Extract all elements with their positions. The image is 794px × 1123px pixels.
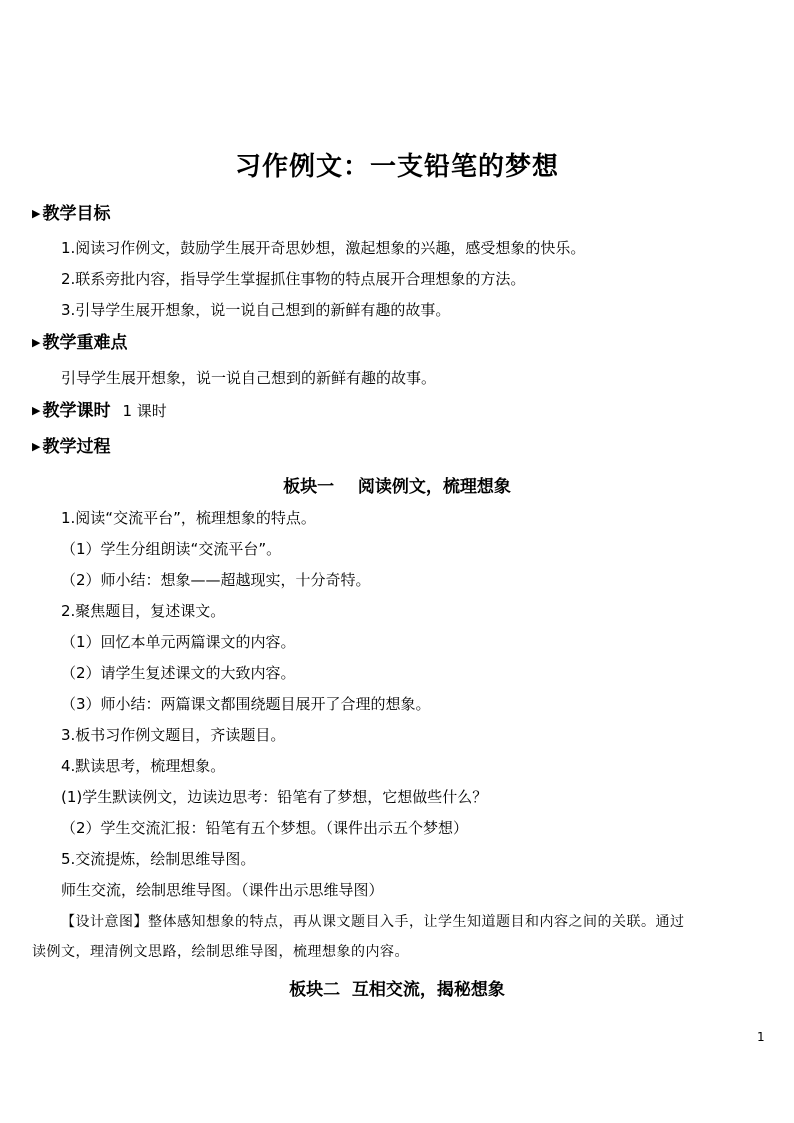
process-line: (1)学生默读例文，边读边思考：铅笔有了梦想，它想做些什么？	[61, 788, 488, 806]
process-line: 1.阅读“交流平台”，梳理想象的特点。	[61, 509, 316, 527]
block-one-title: 板块一 阅读例文，梳理想象	[283, 477, 511, 497]
triangle-bullet-icon: ▶	[32, 336, 41, 349]
process-line: 3.板书习作例文题目，齐读题目。	[61, 726, 286, 744]
design-intent-label: 【设计意图】	[61, 914, 148, 930]
process-line: 2.聚焦题目，复述课文。	[61, 602, 226, 620]
class-hours-value: 1 课时	[122, 402, 167, 420]
goal-item: 1.阅读习作例文，鼓励学生展开奇思妙想，激起想象的兴趣，感受想象的快乐。	[61, 239, 586, 257]
process-line: （1）学生分组朗读“交流平台”。	[61, 540, 282, 558]
heading-key-points: ▶ 教学重难点	[32, 333, 128, 353]
process-line: （2）师小结：想象——超越现实，十分奇特。	[61, 571, 371, 589]
heading-class-hours: ▶ 教学课时 1 课时	[32, 401, 167, 421]
key-points-text: 引导学生展开想象，说一说自己想到的新鲜有趣的故事。	[61, 369, 437, 387]
process-line: 4.默读思考，梳理想象。	[61, 757, 226, 775]
process-line: （1）回忆本单元两篇课文的内容。	[61, 633, 296, 651]
goal-item: 3.引导学生展开想象，说一说自己想到的新鲜有趣的故事。	[61, 301, 451, 319]
design-intent-line: 【设计意图】整体感知想象的特点，再从课文题目入手，让学生知道题目和内容之间的关联。通过	[61, 914, 685, 930]
triangle-bullet-icon: ▶	[32, 404, 41, 417]
process-line: （2）学生交流汇报：铅笔有五个梦想。（课件出示五个梦想）	[61, 819, 469, 837]
page-number: 1	[757, 1030, 765, 1044]
process-line: （3）师小结：两篇课文都围绕题目展开了合理的想象。	[61, 695, 431, 713]
heading-teaching-goals: ▶ 教学目标	[32, 204, 111, 224]
goal-item: 2.联系旁批内容，指导学生掌握抓住事物的特点展开合理想象的方法。	[61, 270, 526, 288]
page-title: 习作例文：一支铅笔的梦想	[234, 152, 559, 182]
process-line: （2）请学生复述课文的大致内容。	[61, 664, 296, 682]
design-intent-line: 读例文，理清例文思路，绘制思维导图，梳理想象的内容。	[32, 944, 409, 960]
block-two-title: 板块二 互相交流，揭秘想象	[289, 980, 505, 1000]
process-line: 师生交流，绘制思维导图。（课件出示思维导图）	[61, 881, 384, 899]
triangle-bullet-icon: ▶	[32, 207, 41, 220]
process-line: 5.交流提炼，绘制思维导图。	[61, 850, 256, 868]
heading-teaching-process: ▶ 教学过程	[32, 437, 111, 457]
triangle-bullet-icon: ▶	[32, 440, 41, 453]
